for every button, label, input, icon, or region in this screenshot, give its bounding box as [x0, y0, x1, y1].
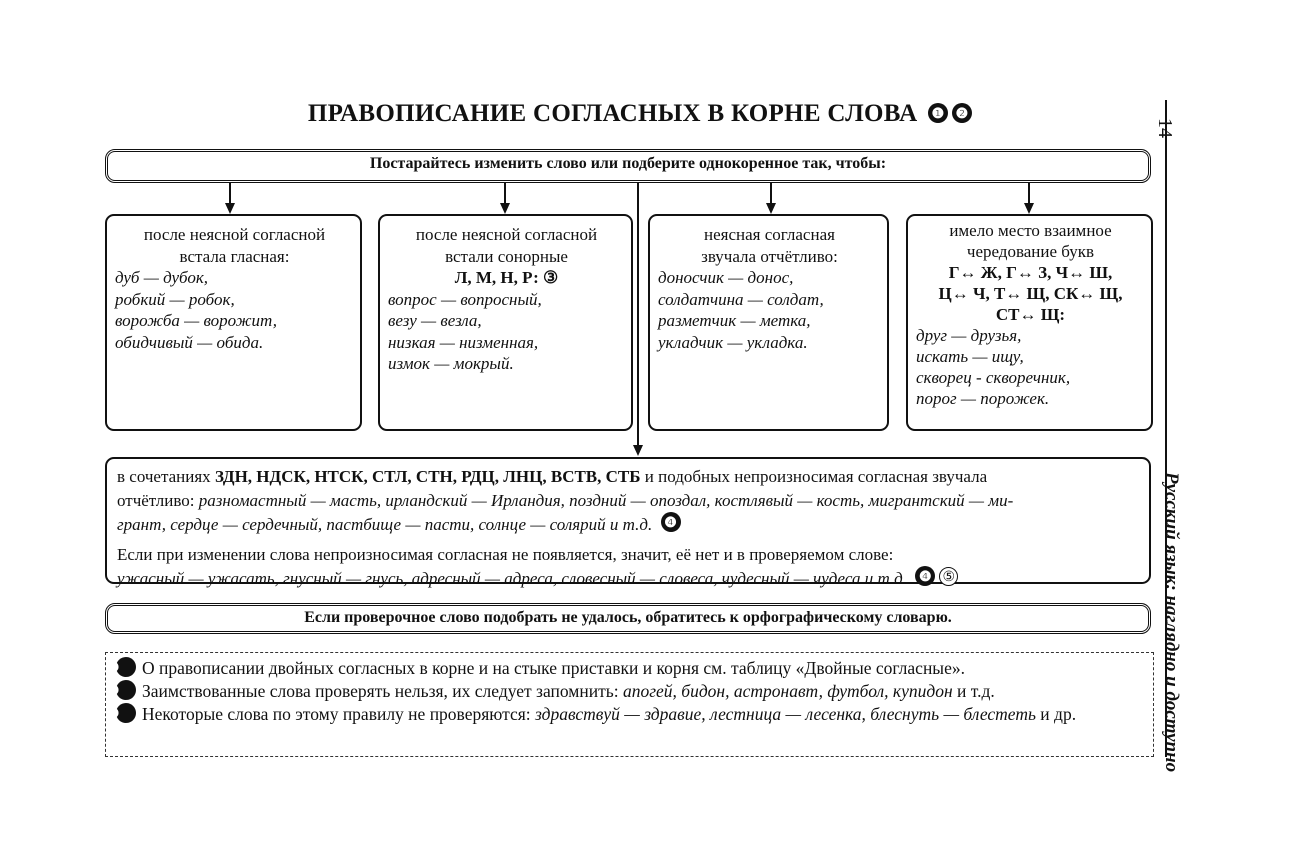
arrow-line-center — [637, 183, 639, 446]
footnote-2-icon: ❷ — [116, 680, 136, 700]
rule-column-4 — [906, 214, 1153, 431]
top-banner-text: Постарайтесь изменить слово или подберите однокоренное так, чтобы: — [369, 155, 887, 172]
arrow-line-1 — [229, 183, 231, 204]
dictionary-banner — [105, 603, 1151, 634]
column-4-example-3: скворец - скворечник, — [916, 368, 1071, 387]
running-title: Русский язык: наглядно и доступно — [1161, 472, 1182, 773]
rule-column-2 — [378, 214, 633, 431]
rule-line-1: в сочетаниях ЗДН, НДСК, НТСК, СТЛ, СТН, РДЦ, ЛНЦ, ВСТВ, СТБ и подобных непроизносимая согласная звучала — [117, 467, 988, 486]
arrow-head-4-icon — [1024, 203, 1034, 214]
column-1-head-2: встала гласная: — [179, 246, 290, 266]
rule-line-2: отчётливо: разномастный — масть, ирландский — Ирландия, поздний — опоздал, костлявый — кость, мигрантский — ми- — [117, 490, 1014, 510]
column-4-head-2: чередование букв — [966, 242, 1095, 261]
column-2-letters: Л, М, Н, Р: ③ — [454, 268, 559, 287]
column-4-letters-1: Г↔ Ж, Г↔ З, Ч↔ Ш, — [948, 263, 1113, 282]
rule-line-4: Если при изменении слова непроизносимая согласная не появляется, значит, её нет и в проверяемом слове: — [117, 544, 894, 564]
column-4-head-1: имело место взаимное — [949, 221, 1112, 240]
footnote-1-icon: ❶ — [116, 657, 136, 677]
arrow-line-3 — [770, 183, 772, 204]
column-4-example-4: порог — порожек. — [916, 389, 1050, 408]
silent-consonant-rule — [105, 457, 1151, 588]
column-3-example-4: укладчик — укладка. — [658, 332, 808, 352]
column-1-example-3: ворожба — ворожит, — [115, 311, 277, 330]
footnote-1: ❶ О правописании двойных согласных в корне и на стыке приставки и корня см. таблицу «Двойные согласные». — [106, 658, 965, 678]
footnotes — [105, 652, 1154, 757]
column-1-example-2: робкий — робок, — [115, 289, 235, 309]
rule-line-3: грант, сердце — сердечный, пастбище — пасти, солнце — солярий и т.д. ❹ — [117, 512, 1139, 537]
column-3-example-2: солдатчина — солдат, — [658, 289, 824, 309]
consonant-clusters: ЗДН, НДСК, НТСК, СТЛ, СТН, РДЦ, ЛНЦ, ВСТВ, СТБ — [214, 467, 641, 486]
footnote-4: ❹ Некоторые слова по этому правилу не проверяются: здравствуй — здравие, лестница — лесенка, блеснуть — блестеть и др. — [106, 704, 1077, 724]
page-number: 14 — [1154, 118, 1176, 138]
footnote-1-icon: ❶ — [928, 103, 948, 123]
column-4-example-1: друг — друзья, — [916, 326, 1022, 345]
arrow-line-2 — [504, 183, 506, 204]
column-1-head-1: после неясной согласной — [143, 225, 326, 244]
column-2-example-2: везу — везла, — [388, 311, 482, 330]
title-text: ПРАВОПИСАНИЕ СОГЛАСНЫХ В КОРНЕ СЛОВА — [307, 100, 918, 127]
footnote-2-icon: ❷ — [952, 103, 972, 123]
column-3-head-2: звучала отчётливо: — [701, 246, 838, 266]
column-4-letters-2: Ц↔ Ч, Т↔ Щ, СК↔ Щ, — [938, 284, 1123, 303]
arrow-head-3-icon — [766, 203, 776, 214]
footnote-2: ❷ Заимствованные слова проверять нельзя, их следует запомнить: апогей, бидон, астронавт, футбол, купидон и т.д. — [106, 681, 995, 701]
column-1-example-1: дуб — дубок, — [115, 268, 209, 287]
column-2-head-1: после неясной согласной — [415, 225, 598, 244]
column-3-head-1: неясная согласная — [704, 225, 835, 244]
column-4-letters-3: СТ↔ Щ: — [995, 305, 1066, 324]
footnote-4-icon: ❹ — [116, 703, 136, 723]
arrow-head-center-icon — [633, 445, 643, 456]
footnote-5-icon: ⑤ — [939, 567, 958, 586]
dictionary-banner-text: Если проверочное слово подобрать не удалось, обратитесь к орфографическому словарю. — [304, 609, 952, 626]
rule-column-3 — [648, 214, 889, 431]
footnote-4-icon: ❹ — [661, 512, 681, 532]
column-2-example-4: измок — мокрый. — [388, 354, 514, 373]
footnote-4-icon: ❹ — [915, 566, 935, 586]
arrow-head-2-icon — [500, 203, 510, 214]
column-1-example-4: обидчивый — обида. — [115, 332, 264, 352]
column-4-example-2: искать — ищу, — [916, 347, 1024, 366]
column-2-example-1: вопрос — вопросный, — [388, 289, 542, 309]
column-2-head-2: встали сонорные — [445, 246, 568, 266]
top-banner — [105, 149, 1151, 183]
rule-line-5: ужасный — ужасать, гнусный — гнусь, адресный — адреса, словесный — словеса, чудесный — чудеса и т.д. ❹ ⑤ — [117, 566, 1139, 591]
column-3-example-1: доносчик — донос, — [658, 268, 794, 287]
rule-column-1 — [105, 214, 362, 431]
column-3-example-3: разметчик — метка, — [658, 311, 811, 330]
arrow-head-1-icon — [225, 203, 235, 214]
arrow-line-4 — [1028, 183, 1030, 204]
column-2-example-3: низкая — низменная, — [388, 332, 539, 352]
page-title — [260, 100, 1020, 128]
